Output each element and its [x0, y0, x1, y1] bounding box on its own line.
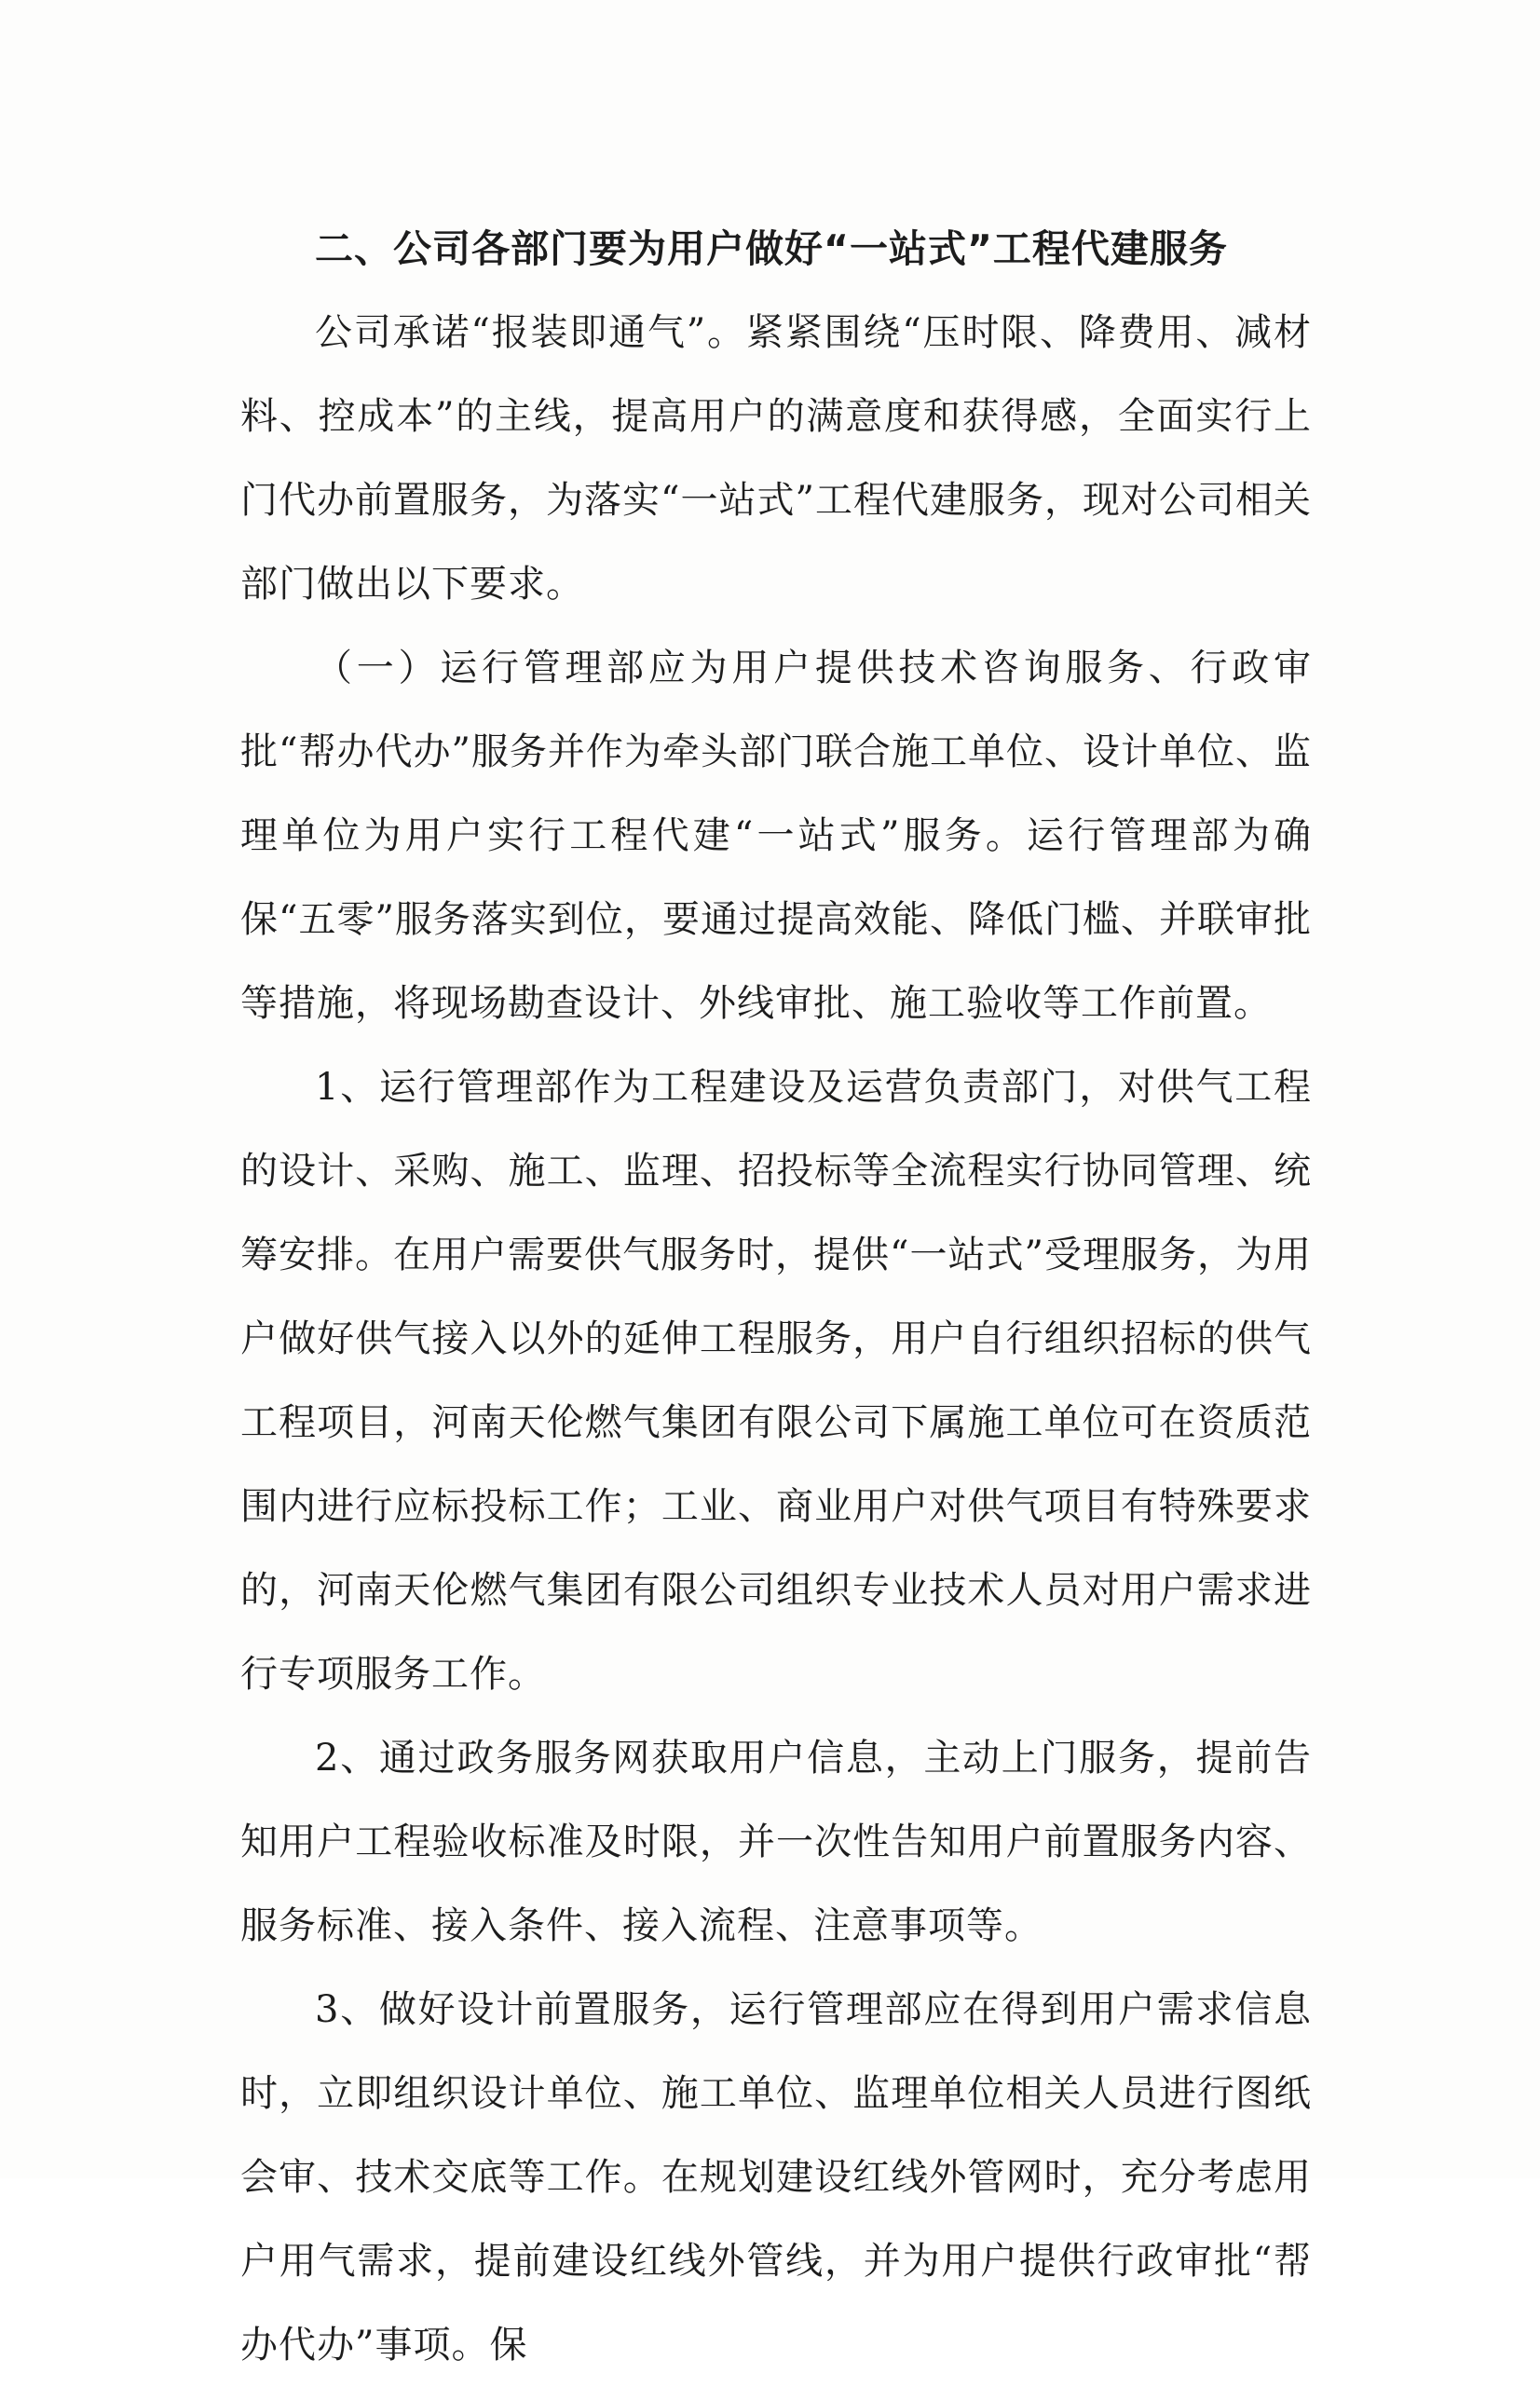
paragraph-subitem-1: 1、运行管理部作为工程建设及运营负责部门，对供气工程的设计、采购、施工、监理、招投标等全流程实行协同管理、统筹安排。在用户需要供气服务时，提供“一站式”受理服务，为用户做好供气接入以外的延伸工程服务，用户自行组织招标的供气工程项目，河南天伦燃气集团有限公司下属施工单位可在资质范围内进行应标投标工作；工业、商业用户对供气项目有特殊要求的，河南天伦燃气集团有限公司组织专业技术人员对用户需求进行专项服务工作。 — [240, 1066, 1312, 1696]
paragraph-item-1: （一）运行管理部应为用户提供技术咨询服务、行政审批“帮办代办”服务并作为牵头部门联合施工单位、设计单位、监理单位为用户实行工程代建“一站式”服务。运行管理部为确保“五零”服务落实到位，要通过提高效能、降低门槛、并联审批等措施，将现场勘查设计、外线审批、施工验收等工作前置。 — [240, 647, 1312, 1025]
paragraph-intro: 公司承诺“报装即通气”。紧紧围绕“压时限、降费用、减材料、控成本”的主线，提高用户的满意度和获得感，全面实行上门代办前置服务，为落实“一站式”工程代建服务，现对公司相关部门做出以下要求。 — [240, 311, 1312, 606]
paragraph-subitem-2: 2、通过政务服务网获取用户信息，主动上门服务，提前告知用户工程验收标准及时限，并一次性告知用户前置服务内容、服务标准、接入条件、接入流程、注意事项等。 — [240, 1737, 1312, 1947]
paragraph-subitem-3: 3、做好设计前置服务，运行管理部应在得到用户需求信息时，立即组织设计单位、施工单位、监理单位相关人员进行图纸会审、技术交底等工作。在规划建设红线外管网时，充分考虑用户用气需求，提前建设红线外管线，并为用户提供行政审批“帮办代办”事项。保 — [240, 1988, 1312, 2367]
document-body — [240, 207, 1312, 2387]
section-heading: 二、公司各部门要为用户做好“一站式”工程代建服务 — [315, 226, 1228, 271]
